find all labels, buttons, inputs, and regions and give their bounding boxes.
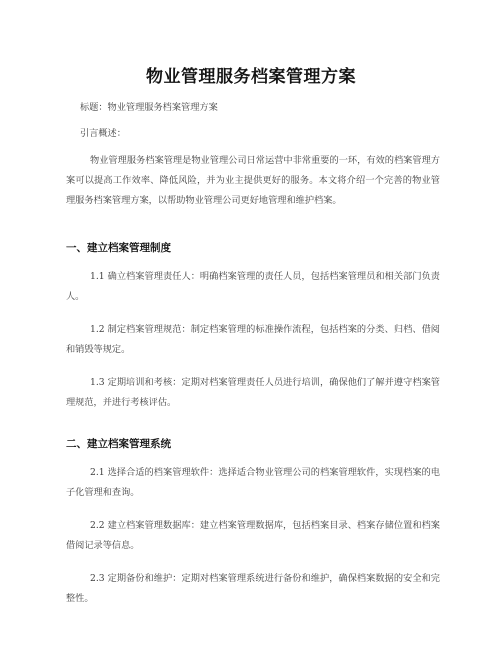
section-1-item-3: 1.3 定期培训和考核：定期对档案管理责任人员进行培训，确保他们了解并遵守档案管理规范，并进行考核评估。 — [66, 377, 440, 408]
section-heading-2: 二、建立档案管理系统 — [66, 438, 171, 450]
section-heading-1: 一、建立档案管理制度 — [66, 242, 171, 254]
section-2-item-2: 2.2 建立档案管理数据库：建立档案管理数据库，包括档案目录、档案存储位置和档案借阅记录等信息。 — [66, 520, 440, 551]
section-2-item-3: 2.3 定期备份和维护：定期对档案管理系统进行备份和维护，确保档案数据的安全和完整性。 — [66, 573, 440, 604]
section-1-item-2: 1.2 制定档案管理规范：制定档案管理的标准操作流程，包括档案的分类、归档、借阅和销毁等规定。 — [66, 324, 440, 355]
section-1-item-1: 1.1 确立档案管理责任人：明确档案管理的责任人员，包括档案管理员和相关部门负责人。 — [66, 271, 440, 302]
subtitle-line: 标题：物业管理服务档案管理方案 — [80, 102, 218, 113]
intro-paragraph: 物业管理服务档案管理是物业管理公司日常运营中非常重要的一环，有效的档案管理方案可以提高工作效率、降低风险，并为业主提供更好的服务。本文将介绍一个完善的物业管理服务档案管理方案，以帮助物业管理公司更好地管理和维护档案。 — [66, 155, 440, 206]
page-title: 物业管理服务档案管理方案 — [146, 67, 356, 87]
section-2-item-1: 2.1 选择合适的档案管理软件：选择适合物业管理公司的档案管理软件，实现档案的电子化管理和查询。 — [66, 467, 440, 498]
intro-label: 引言概述： — [80, 128, 126, 139]
